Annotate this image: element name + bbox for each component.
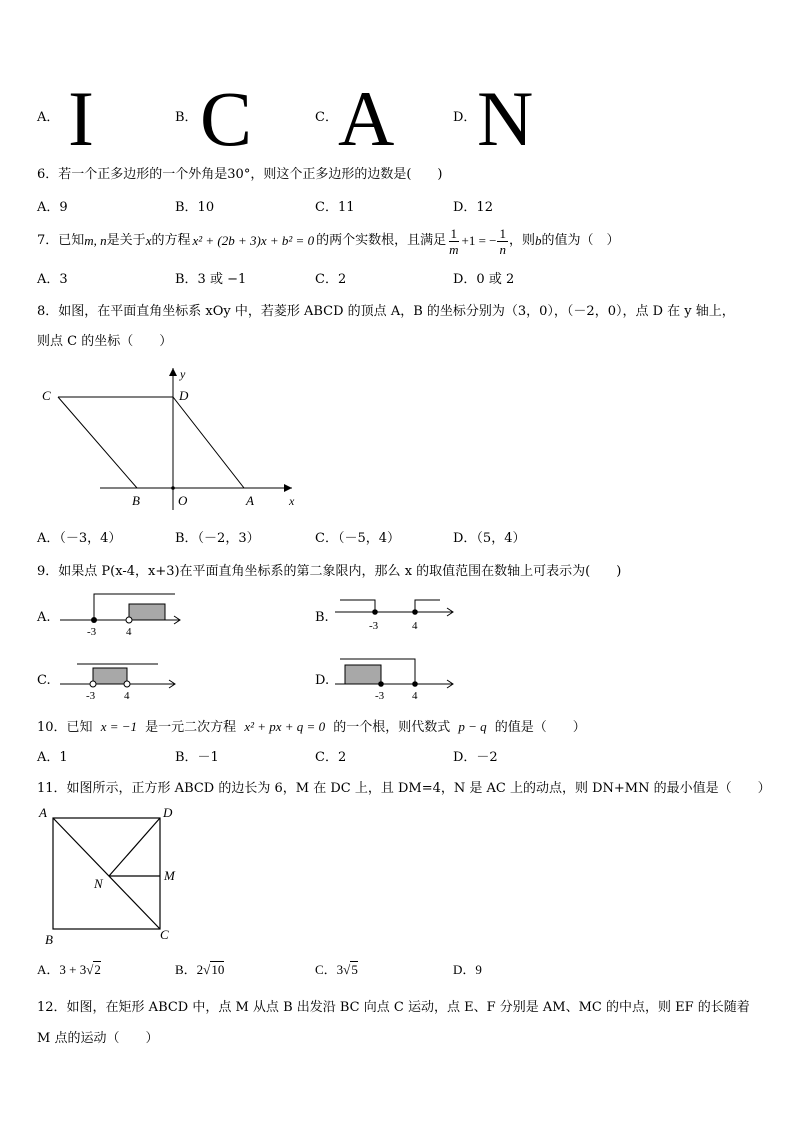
- q11-option-b-coef: 2: [196, 962, 204, 977]
- q8-option-b: B．（－2，3）: [175, 531, 260, 546]
- q9a-dot-left: [91, 617, 97, 623]
- q9a-tick-left: -3: [87, 626, 97, 638]
- q5-option-a-letter: I: [68, 75, 94, 162]
- q10-option-c: C．2: [315, 750, 347, 765]
- q10-text-2: 是一元二次方程: [145, 720, 237, 735]
- q11-square-figure: [36, 802, 186, 950]
- q7-frac2-num: 1: [499, 225, 506, 241]
- q11-option-c: C．3√5: [315, 962, 358, 977]
- q11-option-a-radicand: 2: [94, 962, 101, 977]
- q9b-dot-right: [412, 609, 418, 615]
- q8-label-o: O: [178, 493, 188, 508]
- q6-stem: 6．若一个正多边形的一个外角是30°，则这个正多边形的边数是( ): [37, 167, 443, 182]
- q7-equation: x² + (2b + 3)x + b² = 0: [192, 233, 315, 248]
- q7-mid: +1 = −: [461, 233, 497, 248]
- q8-label-x: x: [289, 494, 295, 508]
- q5-option-d-label: D．: [453, 110, 477, 125]
- q7-stem: [37, 225, 620, 257]
- q10-text-4: 的值是（ ）: [494, 720, 586, 735]
- q11-option-c-coef: 3: [336, 962, 344, 977]
- q9-stem: 9．如果点 P(x-4，x+3)在平面直角坐标系的第二象限内，那么 x 的取值范围在数轴上可表示为( ): [37, 564, 622, 579]
- q7-frac2-den: n: [499, 241, 506, 257]
- q8-rhombus: [58, 397, 244, 488]
- q11-label-b: B: [45, 932, 53, 947]
- q8-option-d: D．（5，4）: [453, 531, 526, 546]
- q9-option-a-numberline: [60, 590, 185, 640]
- q10-text-1: 10．已知: [37, 720, 93, 735]
- q7-fraction-2: [497, 226, 508, 257]
- q11-option-b-label: B．: [175, 962, 197, 977]
- q9-option-b-label: B.: [315, 610, 329, 625]
- q7-vars: m, n: [84, 233, 107, 248]
- q9b-dot-left: [372, 609, 378, 615]
- q5-option-a-label: A．: [37, 110, 60, 125]
- q7-text-6: 的值为（ ）: [541, 233, 620, 248]
- q11-option-d: [453, 962, 482, 978]
- q12-stem-line1: 12．如图，在矩形 ABCD 中，点 M 从点 B 出发沿 BC 向点 C 运动，点 E、F 分别是 AM、MC 的中点，则 EF 的长随着: [37, 1000, 750, 1015]
- q8-label-c: C: [42, 388, 51, 403]
- q9c-tick-right: 4: [124, 690, 130, 702]
- q7-frac1-num: 1: [450, 225, 458, 241]
- q7-fraction-1: [447, 226, 460, 257]
- q9c-dot-right: [124, 681, 130, 687]
- q9c-tick-left: -3: [86, 690, 96, 702]
- q7-text-1: 7．已知: [37, 233, 85, 248]
- q11-label-d: D: [163, 805, 173, 820]
- q9-option-c-label: C.: [37, 673, 51, 688]
- q8-label-y: y: [180, 367, 186, 381]
- q11-diagonal-ac: [53, 818, 160, 929]
- q8-label-d: D: [179, 388, 189, 403]
- q11-option-d-label: D．: [453, 962, 476, 977]
- q6-option-b: B．10: [175, 200, 215, 215]
- q9a-dot-right: [126, 617, 132, 623]
- q7-var-b: b: [535, 233, 542, 248]
- q7-text-5: ，则: [508, 233, 535, 248]
- q9-option-c-numberline: [60, 655, 185, 705]
- q10-option-a: A．1: [37, 750, 68, 765]
- q7-option-a: A．3: [37, 272, 68, 287]
- q5-option-c-label: C．: [315, 110, 338, 125]
- q8-origin-dot: [171, 486, 175, 490]
- q8-option-a: A．（－3，4）: [37, 531, 122, 546]
- q7-option-c: C．2: [315, 272, 347, 287]
- q11-label-c: C: [160, 927, 169, 942]
- q8-rhombus-figure: [30, 362, 310, 512]
- q8-x-arrow: [284, 484, 292, 492]
- q11-label-n: N: [94, 876, 103, 891]
- q11-option-a-coef: 3 + 3: [59, 962, 87, 977]
- q11-option-a-label: A．: [37, 962, 60, 977]
- q11-label-m: M: [164, 868, 175, 883]
- q11-option-a: A．3 + 3√2: [37, 962, 101, 977]
- q7-option-b: B．3 或 −1: [175, 272, 247, 287]
- q11-option-c-label: C．: [315, 962, 337, 977]
- q6-option-a: A．9: [37, 200, 68, 215]
- q9c-dot-left: [90, 681, 96, 687]
- q11-option-d-value: 9: [475, 962, 482, 977]
- q8-label-a: A: [246, 493, 254, 508]
- q11-stem: 11．如图所示，正方形 ABCD 的边长为 6，M 在 DC 上，且 DM=4，N 是 AC 上的动点，则 DN+MN 的最小值是（ ）: [37, 781, 771, 796]
- q5-option-b-label: B．: [175, 110, 198, 125]
- q9d-dot-left: [378, 681, 384, 687]
- q10-equation: x² + px + q = 0: [244, 719, 326, 734]
- q10-option-d: D．－2: [453, 750, 498, 765]
- q9d-shade: [345, 665, 381, 684]
- q7-text-4: 的两个实数根，且满足: [316, 233, 447, 248]
- q9-option-b-numberline: [335, 590, 460, 640]
- q7-option-d: D．0 或 2: [453, 272, 515, 287]
- q11-option-c-radicand: 5: [351, 962, 358, 977]
- q9c-shade: [93, 668, 127, 684]
- q12-stem-line2: M 点的运动（ ）: [37, 1031, 159, 1046]
- q8-option-c: C．（－5，4）: [315, 531, 400, 546]
- q9b-bracket-right: [415, 600, 440, 612]
- q9-option-d-label: D.: [315, 673, 330, 688]
- q8-y-arrow: [169, 368, 177, 376]
- q11-segment-dn: [109, 818, 160, 876]
- q10-expression: p − q: [458, 719, 487, 734]
- q9-option-d-numberline: [335, 655, 460, 705]
- q9d-tick-right: 4: [412, 690, 418, 702]
- q7-text-3: 的方程: [151, 233, 191, 248]
- q7-frac1-den: m: [449, 241, 459, 257]
- q10-text-3: 的一个根，则代数式: [333, 720, 451, 735]
- q11-option-b-radicand: 10: [211, 962, 225, 977]
- q9b-tick-right: 4: [412, 620, 418, 632]
- q6-option-d: D．12: [453, 200, 493, 215]
- q8-label-b: B: [132, 493, 140, 508]
- q7-text-2: 是关于: [106, 233, 146, 248]
- q9a-tick-right: 4: [126, 626, 132, 638]
- q9d-dot-right: [412, 681, 418, 687]
- q8-stem-line1: 8．如图，在平面直角坐标系 xOy 中，若菱形 ABCD 的顶点 A，B 的坐标分别为（3，0），（－2，0），点 D 在 y 轴上，: [37, 304, 735, 319]
- q9d-tick-left: -3: [375, 690, 385, 702]
- q7-var-x: x: [145, 233, 152, 248]
- q8-stem-line2: 则点 C 的坐标（ ）: [37, 334, 173, 349]
- q9b-tick-left: -3: [369, 620, 379, 632]
- q10-condition: x = −1: [100, 719, 138, 734]
- q9a-shade: [129, 604, 165, 620]
- q11-label-a: A: [39, 805, 47, 820]
- q9-option-a-label: A.: [37, 610, 51, 625]
- q5-option-c-letter: A: [338, 75, 395, 162]
- q5-option-d-letter: N: [477, 75, 534, 162]
- q5-option-b-letter: C: [200, 75, 253, 162]
- q11-option-b: B．2√10: [175, 962, 225, 977]
- q10-stem: [37, 719, 586, 736]
- q9b-bracket-left: [340, 600, 375, 612]
- q10-option-b: B．－1: [175, 750, 219, 765]
- q6-option-c: C．11: [315, 200, 355, 215]
